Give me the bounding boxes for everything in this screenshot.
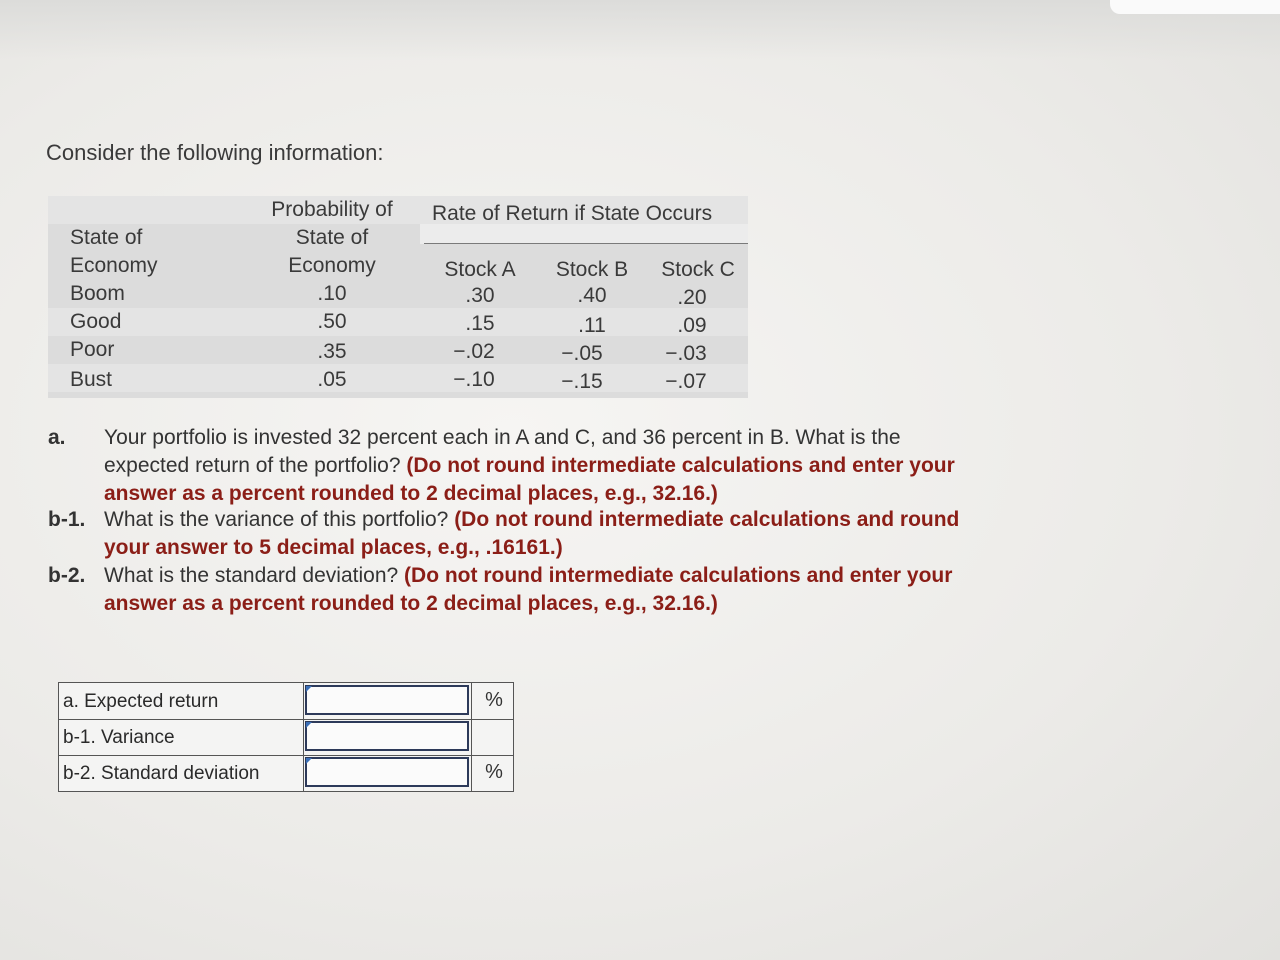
answer-label: b-2. Standard deviation bbox=[63, 763, 260, 784]
row-stock-c: −.03 bbox=[665, 342, 707, 365]
row-stock-a: .15 bbox=[465, 312, 495, 335]
question-label: b-1. bbox=[48, 508, 86, 531]
question-body bbox=[104, 424, 984, 508]
question-text: Your portfolio is invested 32 percent each in A and C, and 36 percent in B. What is the expected return of the portfolio? bbox=[104, 426, 901, 477]
row-stock-b: .11 bbox=[578, 314, 606, 337]
row-stock-a: −.10 bbox=[453, 368, 495, 391]
answer-label: a. Expected return bbox=[63, 691, 219, 712]
header-rule bbox=[424, 243, 748, 244]
header-prob-line3: Economy bbox=[288, 254, 376, 277]
answer-row-standard-deviation bbox=[59, 755, 513, 791]
top-shadow bbox=[0, 0, 1280, 60]
returns-table bbox=[48, 196, 748, 398]
input-corner-icon bbox=[306, 722, 312, 728]
question-text: What is the variance of this portfolio? bbox=[104, 508, 449, 531]
row-prob: .10 bbox=[317, 282, 347, 305]
answer-row-variance bbox=[59, 719, 513, 756]
row-stock-b: −.15 bbox=[561, 370, 603, 393]
header-state-line2: Economy bbox=[70, 254, 158, 277]
window-corner bbox=[1110, 0, 1280, 14]
header-prob-line2: State of bbox=[295, 226, 369, 249]
answer-table bbox=[58, 682, 514, 792]
row-prob: .05 bbox=[317, 368, 347, 391]
question-text: What is the standard deviation? bbox=[104, 564, 399, 587]
question-label: a. bbox=[48, 426, 66, 449]
question-body bbox=[104, 562, 984, 618]
row-stock-c: −.07 bbox=[665, 370, 707, 393]
variance-input[interactable] bbox=[305, 721, 469, 751]
question-instruction: (Do not round intermediate calculations and round your answer to 5 decimal places, e.g., .16161.) bbox=[104, 508, 960, 559]
row-state: Good bbox=[70, 310, 122, 333]
row-state: Bust bbox=[70, 368, 113, 391]
header-stock-a: Stock A bbox=[444, 258, 516, 281]
expected-return-input[interactable] bbox=[305, 685, 469, 715]
intro-text: Consider the following information: bbox=[46, 140, 384, 165]
question-instruction: (Do not round intermediate calculations and enter your answer as a percent rounded to 2 decimal places, e.g., 32.16.) bbox=[104, 454, 955, 505]
answer-row-expected-return bbox=[59, 683, 513, 720]
header-stock-c: Stock C bbox=[661, 258, 735, 281]
row-state: Poor bbox=[70, 338, 115, 361]
question-body bbox=[104, 506, 984, 562]
question-instruction: (Do not round intermediate calculations and enter your answer as a percent rounded to 2 decimal places, e.g., 32.16.) bbox=[104, 564, 953, 615]
percent-unit: % bbox=[485, 689, 503, 711]
unit-divider bbox=[471, 683, 472, 719]
input-corner-icon bbox=[306, 758, 312, 764]
header-prob-line1: Probability of bbox=[271, 198, 393, 221]
row-stock-c: .20 bbox=[677, 286, 707, 309]
header-group: Rate of Return if State Occurs bbox=[432, 202, 713, 225]
header-state-line1: State of bbox=[70, 226, 143, 249]
answer-label: b-1. Variance bbox=[63, 727, 175, 748]
row-prob: .35 bbox=[317, 340, 347, 363]
row-stock-b: .40 bbox=[577, 284, 607, 307]
row-stock-a: −.02 bbox=[453, 340, 495, 363]
input-corner-icon bbox=[306, 686, 312, 692]
standard-deviation-input[interactable] bbox=[305, 757, 469, 787]
row-stock-c: .09 bbox=[677, 314, 707, 337]
question-label: b-2. bbox=[48, 564, 86, 587]
row-stock-a: .30 bbox=[465, 284, 495, 307]
unit-divider bbox=[471, 719, 472, 755]
row-stock-b: −.05 bbox=[561, 342, 603, 365]
unit-divider bbox=[471, 755, 472, 791]
header-stock-b: Stock B bbox=[555, 258, 629, 281]
row-state: Boom bbox=[70, 282, 125, 305]
row-prob: .50 bbox=[317, 310, 347, 333]
percent-unit: % bbox=[485, 761, 503, 783]
